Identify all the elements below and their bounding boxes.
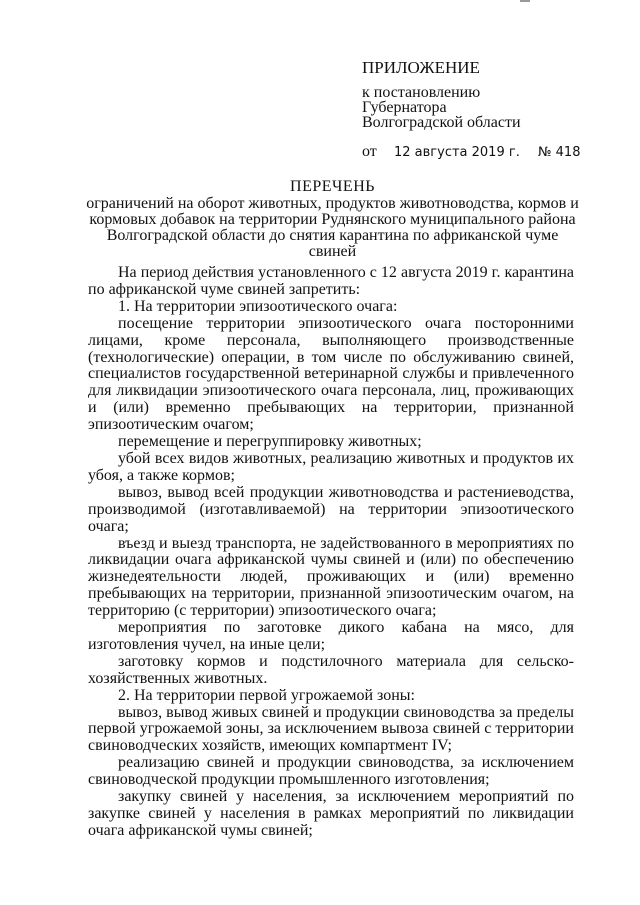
- decree-from-label: от: [362, 143, 377, 160]
- paragraph: 1. На территории эпизоотического очага:: [118, 297, 398, 315]
- paragraph: перемещение и перегруппировку животных;: [118, 433, 422, 451]
- scan-artifact: [520, 0, 530, 2]
- decree-number: № 418: [538, 145, 581, 160]
- decree-date: 12 августа 2019 г.: [394, 145, 520, 160]
- paragraph: убой всех видов животных, реализацию животных и продуктов их убоя, а также кормов;: [88, 449, 574, 484]
- paragraph: вывоз, вывод живых свиней и продукции свиноводства за пределы первой угрожаемой зоны, за исключением вывоза свиней с территории свиноводческих хозяйств, имеющих компартмент IV;: [88, 703, 574, 755]
- appendix-line-3: Волгоградской области: [362, 114, 521, 131]
- paragraph: закупку свиней у населения, за исключением мероприятий по закупке свиней у населения в рамках мероприятий по ликвидации очага африканской чумы свиней;: [88, 788, 574, 839]
- paragraph: заготовку кормов и подстилочного материала для сельско-хозяйственных животных.: [88, 652, 574, 687]
- paragraph: въезд и выезд транспорта, не задействованного в мероприятиях по ликвидации очага африканской чумы свиней и (или) по обеспечению жизнедеятельности людей, проживающих и (или) временно пребывающих на территории, признанной эпизоотическим очагом, на территорию (с территории) эпизоотического очага;: [88, 534, 574, 620]
- paragraph: посещение территории эпизоотического очага посторонними лицами, кроме персонала, выполняющего производственные (технологические) операции, в том числе по обслуживанию свиней, специалистов государственной ветеринарной службы и привлеченного для ликвидации эпизоотического очага персонала, лиц, проживающих и (или) временно пребывающих на территории, признанной эпизоотическим очагом;: [88, 314, 574, 434]
- paragraph: На период действия установленного с 12 августа 2019 г. карантина по африканской чуме свиней запретить:: [88, 264, 574, 298]
- document-body: [88, 265, 574, 840]
- document-heading: ПЕРЕЧЕНЬ: [290, 178, 375, 195]
- document-subheading: ограничений на оборот животных, продуктов животноводства, кормов и кормовых добавок на территории Руднянского муниципального района Волгоградской области до снятия карантина по африканской чуме свиней: [86, 195, 579, 260]
- appendix-line-2: Губернатора: [362, 99, 447, 116]
- appendix-block: [362, 60, 521, 130]
- paragraph: вывоз, вывод всей продукции животноводства и растениеводства, производимой (изготавливаемой) на территории эпизоотического очага;: [88, 483, 574, 535]
- paragraph: реализацию свиней и продукции свиноводства, за исключением свиноводческой продукции промышленного изготовления;: [88, 754, 574, 789]
- paragraph: мероприятия по заготовке дикого кабана на мясо, для изготовления чучел, на иные цели;: [88, 619, 574, 653]
- appendix-title: ПРИЛОЖЕНИЕ: [362, 58, 480, 77]
- paragraph: 2. На территории первой угрожаемой зоны:: [118, 686, 415, 704]
- appendix-line-1: к постановлению: [362, 84, 481, 101]
